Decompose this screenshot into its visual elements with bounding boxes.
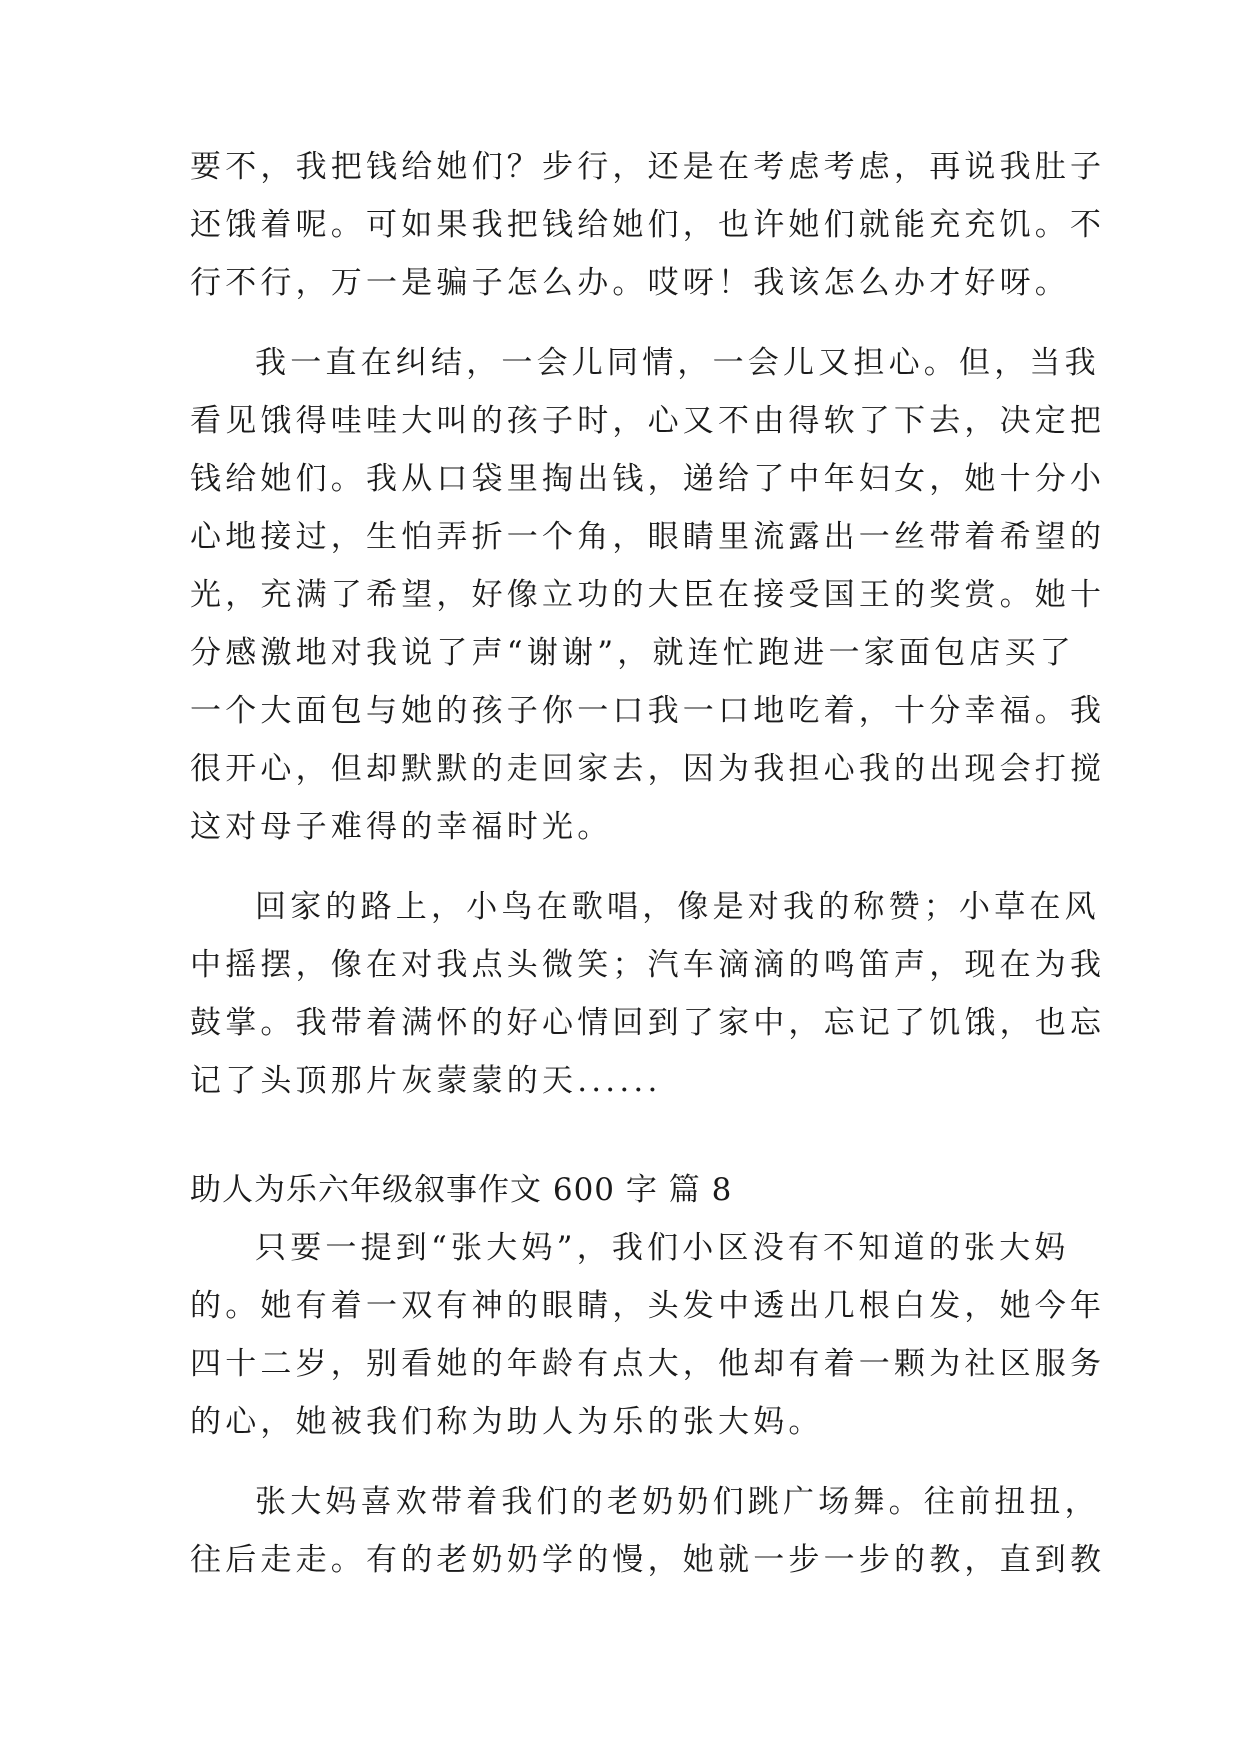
text-line: 光，充满了希望，好像立功的大臣在接受国王的奖赏。她十 <box>190 577 1106 613</box>
section-heading: 助人为乐六年级叙事作文 600 字 篇 8 <box>190 1172 733 1208</box>
text-line: 这对母子难得的幸福时光。 <box>190 809 613 845</box>
text-line: 鼓掌。我带着满怀的好心情回到了家中，忘记了饥饿，也忘 <box>190 1005 1106 1041</box>
paragraph-first-line: 回家的路上，小鸟在歌唱，像是对我的称赞；小草在风 <box>255 889 1100 925</box>
text-line: 一个大面包与她的孩子你一口我一口地吃着，十分幸福。我 <box>190 693 1106 729</box>
text-line: 行不行，万一是骗子怎么办。哎呀！我该怎么办才好呀。 <box>190 265 1070 301</box>
text-line: 分感激地对我说了声“谢谢”，就连忙跑进一家面包店买了 <box>190 635 1075 671</box>
paragraph-first-line: 只要一提到“张大妈”，我们小区没有不知道的张大妈 <box>255 1230 1070 1266</box>
paragraph-first-line: 张大妈喜欢带着我们的老奶奶们跳广场舞。往前扭扭， <box>255 1484 1100 1520</box>
text-line: 往后走走。有的老奶奶学的慢，她就一步一步的教，直到教 <box>190 1542 1106 1578</box>
text-line: 四十二岁，别看她的年龄有点大，他却有着一颗为社区服务 <box>190 1346 1106 1382</box>
text-line: 很开心，但却默默的走回家去，因为我担心我的出现会打搅 <box>190 751 1106 787</box>
paragraph-first-line: 我一直在纠结，一会儿同情，一会儿又担心。但，当我 <box>255 345 1100 381</box>
text-line: 要不，我把钱给她们？步行，还是在考虑考虑，再说我肚子 <box>190 149 1106 185</box>
text-line: 还饿着呢。可如果我把钱给她们，也许她们就能充充饥。不 <box>190 207 1106 243</box>
text-line: 中摇摆，像在对我点头微笑；汽车滴滴的鸣笛声，现在为我 <box>190 947 1106 983</box>
text-line: 钱给她们。我从口袋里掏出钱，递给了中年妇女，她十分小 <box>190 461 1106 497</box>
text-line: 的。她有着一双有神的眼睛，头发中透出几根白发，她今年 <box>190 1288 1106 1324</box>
text-line: 的心，她被我们称为助人为乐的张大妈。 <box>190 1404 824 1440</box>
text-line: 心地接过，生怕弄折一个角，眼睛里流露出一丝带着希望的 <box>190 519 1106 555</box>
text-line: 记了头顶那片灰蒙蒙的天...... <box>190 1063 662 1099</box>
text-line: 看见饿得哇哇大叫的孩子时，心又不由得软了下去，决定把 <box>190 403 1106 439</box>
